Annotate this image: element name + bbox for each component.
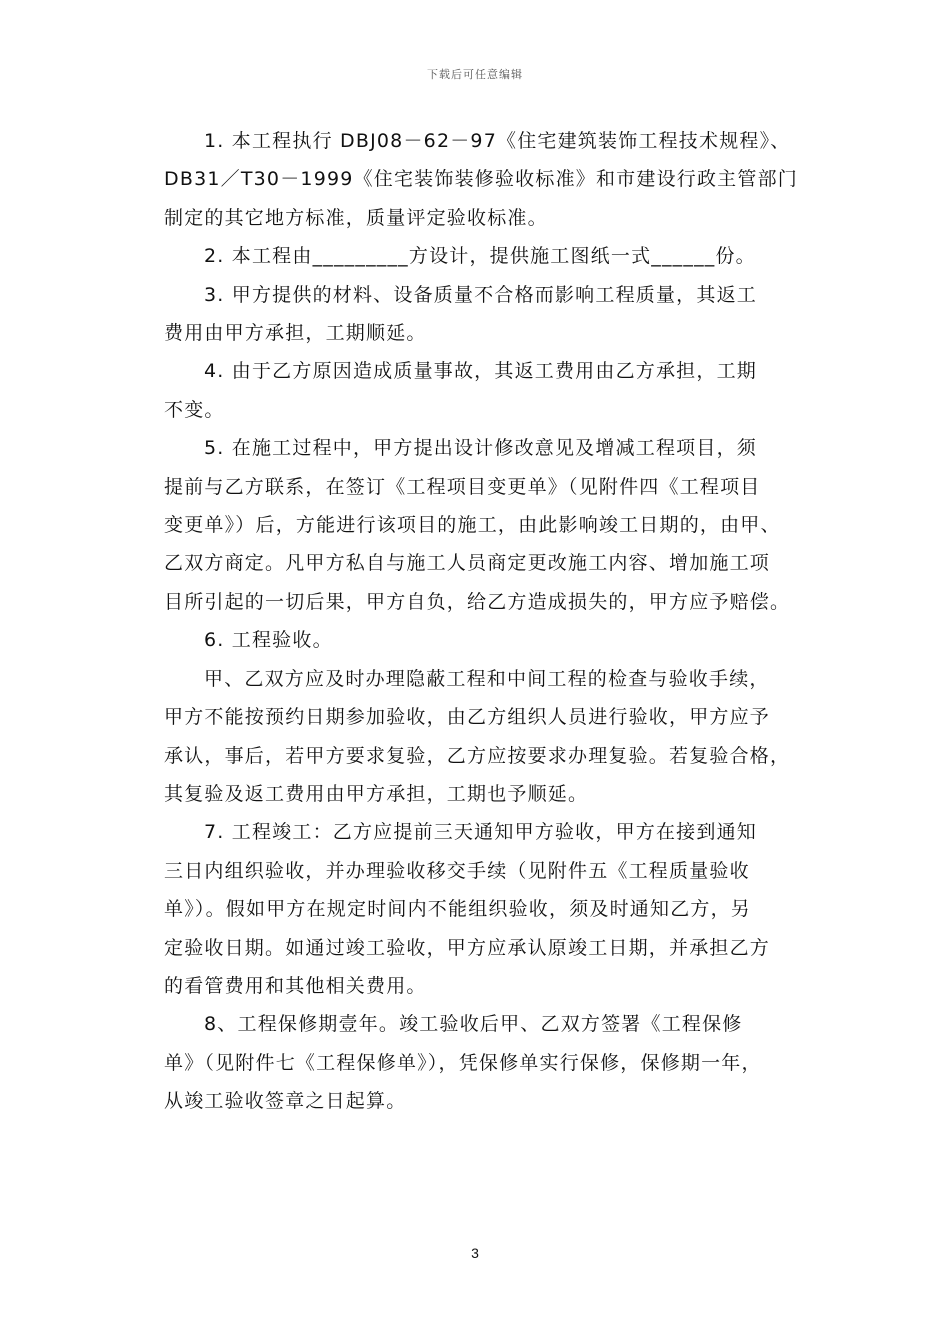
- clause-6-body-line-1: 甲、乙双方应及时办理隐蔽工程和中间工程的检查与验收手续，: [204, 667, 770, 690]
- page-header: 下载后可任意编辑: [427, 68, 523, 81]
- clause-8-line-3: 从竣工验收签章之日起算。: [164, 1090, 407, 1113]
- clause-4-line-2: 不变。: [164, 398, 225, 421]
- clause-8: [164, 1005, 804, 1120]
- clause-1: [164, 122, 804, 237]
- clause-2: [164, 237, 804, 275]
- clause-6-line-1: 6. 工程验收。: [204, 629, 333, 652]
- clause-6-body: [164, 660, 804, 814]
- clause-8-line-1: 8、工程保修期壹年。竣工验收后甲、乙双方签署《工程保修: [204, 1013, 743, 1036]
- clause-6: [164, 621, 804, 659]
- document-body: [164, 122, 804, 1121]
- clause-5-line-2: 提前与乙方联系，在签订《工程项目变更单》（见附件四《工程项目: [164, 475, 761, 498]
- clause-3: [164, 276, 804, 353]
- clause-7-line-5: 的看管费用和其他相关费用。: [164, 974, 427, 997]
- clause-7-line-1: 7. 工程竣工：乙方应提前三天通知甲方验收，甲方在接到通知: [204, 821, 757, 844]
- clause-7: [164, 813, 804, 1005]
- page-number: 3: [471, 1245, 479, 1261]
- clause-3-line-1: 3. 甲方提供的材料、设备质量不合格而影响工程质量，其返工: [204, 283, 757, 306]
- clause-7-line-3: 单》）。假如甲方在规定时间内不能组织验收，须及时通知乙方，另: [164, 898, 752, 921]
- clause-4-line-1: 4. 由于乙方原因造成质量事故，其返工费用由乙方承担，工期: [204, 360, 757, 383]
- clause-1-line-3: 制定的其它地方标准，质量评定验收标准。: [164, 206, 548, 229]
- clause-7-line-2: 三日内组织验收，并办理验收移交手续（见附件五《工程质量验收: [164, 859, 750, 882]
- clause-5: [164, 429, 804, 621]
- clause-5-line-4: 乙双方商定。凡甲方私自与施工人员商定更改施工内容、增加施工项: [164, 552, 771, 575]
- clause-1-line-2: DB31／T30－1999《住宅装饰装修验收标准》和市建设行政主管部门: [164, 168, 798, 191]
- clause-6-body-line-4: 其复验及返工费用由甲方承担，工期也予顺延。: [164, 782, 589, 805]
- clause-8-line-2: 单》（见附件七《工程保修单》），凭保修单实行保修，保修期一年，: [164, 1051, 762, 1074]
- clause-6-body-line-3: 承认，事后，若甲方要求复验，乙方应按要求办理复验。若复验合格，: [164, 744, 791, 767]
- clause-2-line-1: 2. 本工程由_________方设计，提供施工图纸一式______份。: [204, 245, 756, 268]
- clause-5-line-3: 变更单》）后，方能进行该项目的施工，由此影响竣工日期的，由甲、: [164, 514, 781, 537]
- clause-5-line-1: 5. 在施工过程中，甲方提出设计修改意见及增减工程项目，须: [204, 437, 757, 460]
- clause-5-line-5: 目所引起的一切后果，甲方自负，给乙方造成损失的，甲方应予赔偿。: [164, 590, 791, 613]
- clause-1-line-1: 1. 本工程执行 DBJ08－62－97《住宅建筑装饰工程技术规程》、: [204, 130, 791, 152]
- clause-6-body-line-2: 甲方不能按预约日期参加验收，由乙方组织人员进行验收，甲方应予: [164, 706, 771, 729]
- clause-7-line-4: 定验收日期。如通过竣工验收，甲方应承认原竣工日期，并承担乙方: [164, 936, 771, 959]
- clause-4: [164, 352, 804, 429]
- clause-3-line-2: 费用由甲方承担，工期顺延。: [164, 322, 427, 345]
